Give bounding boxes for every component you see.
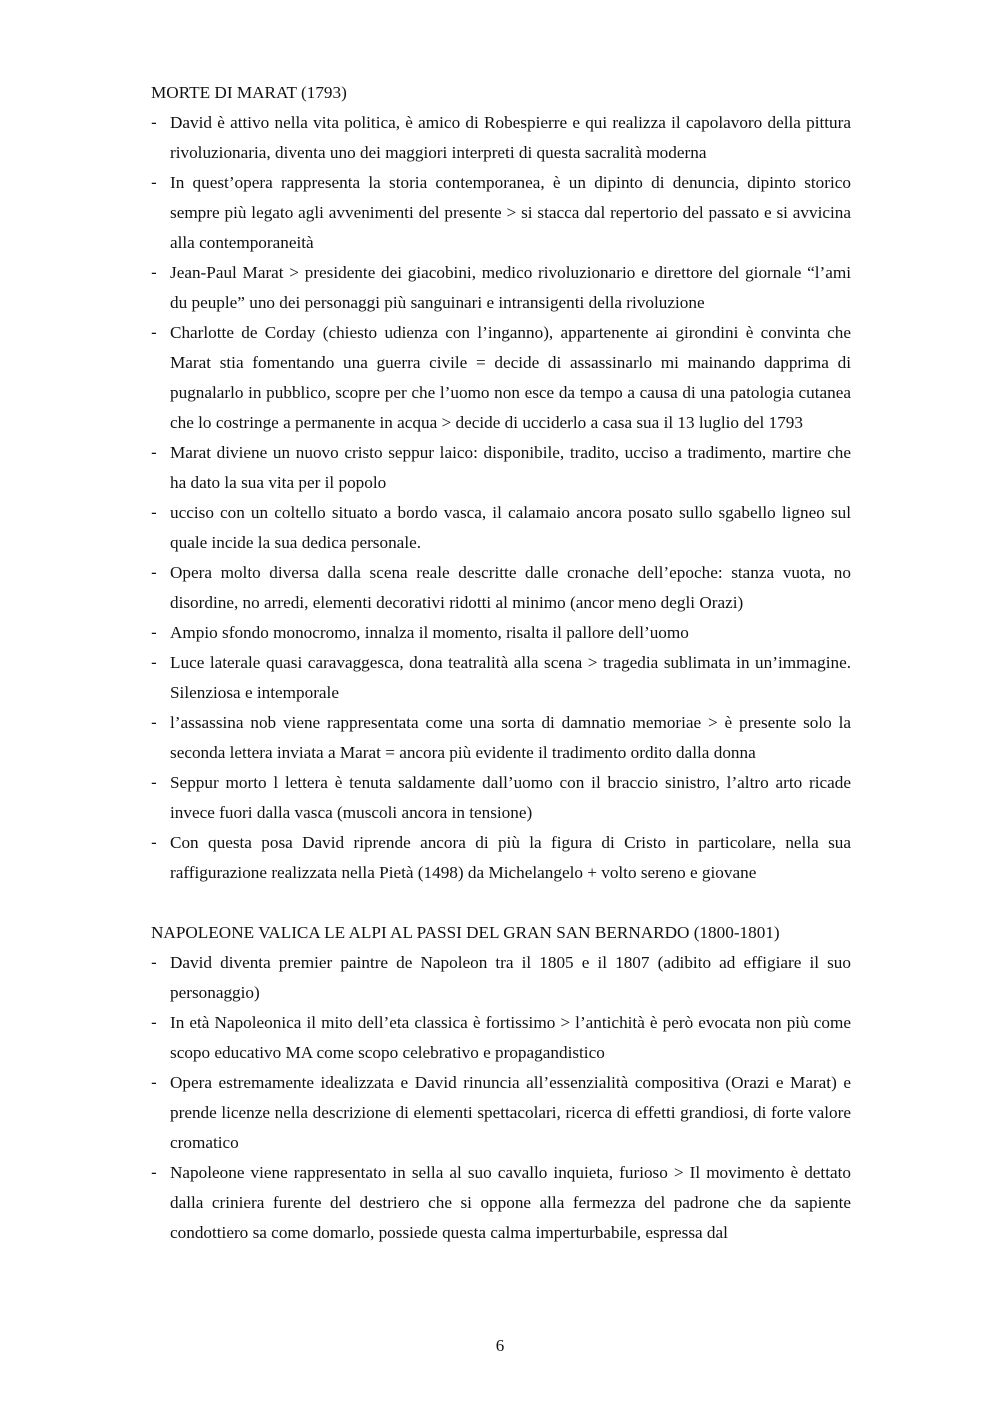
dash-bullet-icon: - (151, 263, 157, 282)
dash-bullet-icon: - (151, 1013, 157, 1032)
list-item-text: Marat diviene un nuovo cristo seppur laico: disponibile, tradito, ucciso a tradimento, martire che ha dato la sua vita per il popolo (170, 443, 851, 492)
list-item-text: Luce laterale quasi caravaggesca, dona teatralità alla scena > tragedia sublimata in un’immagine. Silenziosa e intemporale (170, 653, 851, 702)
list-item-text: Con questa posa David riprende ancora di più la figura di Cristo in particolare, nella sua raffigurazione realizzata nella Pietà (1498) da Michelangelo + volto sereno e giovane (170, 833, 851, 882)
list-item-text: Opera molto diversa dalla scena reale descritte dalle cronache dell’epoche: stanza vuota, no disordine, no arredi, elementi decorativi ridotti al minimo (ancor meno degli Orazi) (170, 563, 851, 612)
dash-bullet-icon: - (151, 833, 157, 852)
dash-bullet-icon: - (151, 323, 157, 342)
list-item (151, 768, 851, 828)
section-napoleone (151, 918, 851, 1248)
list-item (151, 1158, 851, 1248)
dash-bullet-icon: - (151, 623, 157, 642)
dash-bullet-icon: - (151, 503, 157, 522)
document-page (151, 78, 851, 1248)
list-item (151, 828, 851, 888)
dash-bullet-icon: - (151, 563, 157, 582)
dash-bullet-icon: - (151, 953, 157, 972)
list-item-text: Napoleone viene rappresentato in sella al suo cavallo inquieta, furioso > Il movimento è dettato dalla criniera furente del destriero che si oppone alla fermezza del padrone che da sapiente condottiero sa come domarlo, possiede questa calma imperturbabile, espressa dal (170, 1163, 851, 1242)
list-item (151, 258, 851, 318)
dash-bullet-icon: - (151, 443, 157, 462)
list-item-text: Seppur morto l lettera è tenuta saldamente dall’uomo con il braccio sinistro, l’altro arto ricade invece fuori dalla vasca (muscoli ancora in tensione) (170, 773, 851, 822)
list-item (151, 558, 851, 618)
dash-bullet-icon: - (151, 1163, 157, 1182)
dash-bullet-icon: - (151, 773, 157, 792)
section-marat (151, 78, 851, 888)
dash-bullet-icon: - (151, 1073, 157, 1092)
list-item-text: David diventa premier paintre de Napoleon tra il 1805 e il 1807 (adibito ad effigiare il suo personaggio) (170, 953, 851, 1002)
list-item (151, 708, 851, 768)
list-item (151, 438, 851, 498)
list-item-text: In età Napoleonica il mito dell’eta classica è fortissimo > l’antichità è però evocata non più come scopo educativo MA come scopo celebrativo e propagandistico (170, 1013, 851, 1062)
list-item-text: In quest’opera rappresenta la storia contemporanea, è un dipinto di denuncia, dipinto storico sempre più legato agli avvenimenti del presente > si stacca dal repertorio del passato e si avvicina alla contemporaneità (170, 173, 851, 252)
list-item-text: David è attivo nella vita politica, è amico di Robespierre e qui realizza il capolavoro della pittura rivoluzionaria, diventa uno dei maggiori interpreti di questa sacralità moderna (170, 113, 851, 162)
list-item (151, 108, 851, 168)
list-item (151, 648, 851, 708)
list-item (151, 1008, 851, 1068)
bullet-list (151, 108, 851, 888)
list-item (151, 948, 851, 1008)
section-title: NAPOLEONE VALICA LE ALPI AL PASSI DEL GRAN SAN BERNARDO (1800-1801) (151, 923, 780, 942)
dash-bullet-icon: - (151, 713, 157, 732)
page-number: 6 (495, 1336, 505, 1355)
dash-bullet-icon: - (151, 653, 157, 672)
list-item-text: Jean-Paul Marat > presidente dei giacobini, medico rivoluzionario e direttore del giornale “l’ami du peuple” uno dei personaggi più sanguinari e intransigenti della rivoluzione (170, 263, 851, 312)
list-item (151, 618, 851, 648)
dash-bullet-icon: - (151, 173, 157, 192)
section-title: MORTE DI MARAT (1793) (151, 83, 347, 102)
list-item (151, 498, 851, 558)
list-item-text: Charlotte de Corday (chiesto udienza con l’inganno), appartenente ai girondini è convinta che Marat stia fomentando una guerra civile = decide di assassinarlo mi mainando dapprima di pugnalarlo in pubblico, scopre per che l’uomo non esce da tempo a causa di una patologia cutanea che lo costringe a permanente in acqua > decide di ucciderlo a casa sua il 13 luglio del 1793 (170, 323, 851, 432)
bullet-list (151, 948, 851, 1248)
list-item-text: l’assassina nob viene rappresentata come una sorta di damnatio memoriae > è presente solo la seconda lettera inviata a Marat = ancora più evidente il tradimento ordito dalla donna (170, 713, 851, 762)
list-item (151, 318, 851, 438)
list-item-text: Opera estremamente idealizzata e David rinuncia all’essenzialità compositiva (Orazi e Marat) e prende licenze nella descrizione di elementi spettacolari, ricerca di effetti grandiosi, di forte valore cromatico (170, 1073, 851, 1152)
list-item-text: Ampio sfondo monocromo, innalza il momento, risalta il pallore dell’uomo (170, 623, 689, 642)
list-item-text: ucciso con un coltello situato a bordo vasca, il calamaio ancora posato sullo sgabello ligneo sul quale incide la sua dedica personale. (170, 503, 851, 552)
list-item (151, 1068, 851, 1158)
section-spacer (151, 888, 851, 918)
dash-bullet-icon: - (151, 113, 157, 132)
list-item (151, 168, 851, 258)
